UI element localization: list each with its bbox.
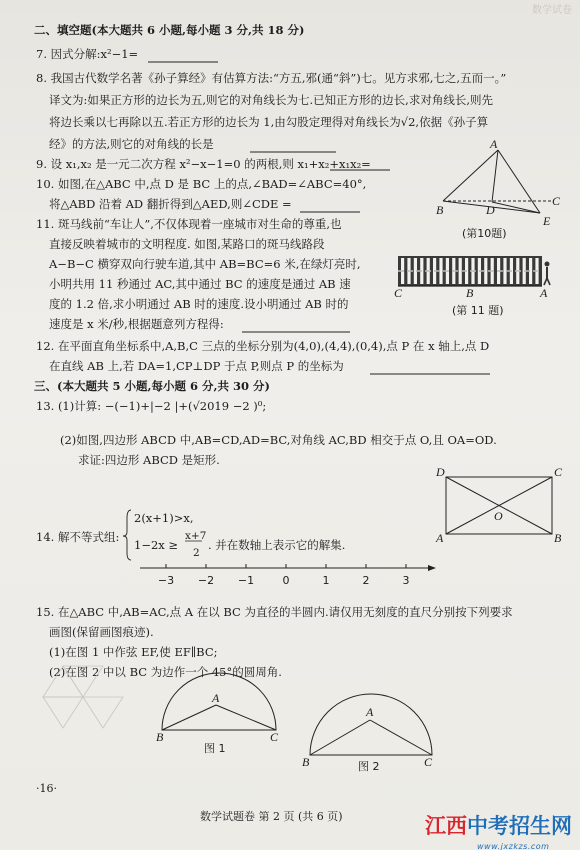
number-line-tick-label: 1 xyxy=(322,574,330,587)
fig1-label-A: A xyxy=(212,691,220,705)
fig10-label-B: B xyxy=(436,203,444,217)
figure-10-triangle xyxy=(443,150,552,213)
figure-2-semicircle xyxy=(310,694,432,755)
q11-line1: 11. 斑马线前“车让人”,不仅体现着一座城市对生命的尊重,也 xyxy=(36,217,342,231)
q10-line2: 将△ABD 沿着 AD 翻折得到△AED,则∠CDE = xyxy=(49,197,292,211)
fig2-label-A: A xyxy=(366,705,374,719)
fig1-caption: 图 1 xyxy=(204,742,226,755)
number-line-tick-label: 2 xyxy=(362,574,370,587)
fig10-caption: (第10题) xyxy=(462,227,507,240)
q11-line6: 速度是 x 米/秒,根据题意列方程得: xyxy=(49,317,224,331)
q15-line3: (1)在图 1 中作弦 EF,使 EF∥BC; xyxy=(49,645,218,659)
fig10-label-D: D xyxy=(486,203,495,217)
fig11-caption: (第 11 题) xyxy=(452,304,504,317)
fig10-label-A: A xyxy=(490,137,498,151)
rect-label-D: D xyxy=(436,465,445,479)
fig1-label-C: C xyxy=(270,730,279,744)
fig1-label-B: B xyxy=(156,730,164,744)
q13-part2-prove: 求证:四边形 ABCD 是矩形. xyxy=(78,453,220,467)
watermark-logo xyxy=(425,814,572,850)
rect-label-C: C xyxy=(554,465,563,479)
fig10-label-C: C xyxy=(552,194,561,208)
number-line-tick-label: −3 xyxy=(157,574,175,587)
q12-line1: 12. 在平面直角坐标系中,A,B,C 三点的坐标分别为(4,0),(4,4),(0,4),点 P 在 x 轴上,点 D xyxy=(36,339,490,353)
fig11-label-C: C xyxy=(394,286,403,300)
number-line xyxy=(140,564,436,587)
watermark-text-jiangxi: 江西 xyxy=(425,814,467,838)
q15-line4: (2)在图 2 中以 BC 为边作一个 45°的圆周角. xyxy=(49,665,282,679)
fig2-label-C: C xyxy=(424,755,433,769)
figure-11-crosswalk xyxy=(398,256,550,286)
number-line-tick-label: −2 xyxy=(197,574,215,587)
number-line-tick-label: 0 xyxy=(282,574,290,587)
footer-page-info: 数学试题卷 第 2 页 (共 6 页) xyxy=(200,810,343,823)
number-line-tick-label: −1 xyxy=(237,574,255,587)
q9-text: 9. 设 x₁,x₂ 是一元二次方程 x²−x−1=0 的两根,则 x₁+x₂+x₁x₂= xyxy=(36,157,371,171)
page-number: ·16· xyxy=(36,782,57,795)
q14-fraction-num: x+7 xyxy=(185,530,207,542)
answer-blanks xyxy=(148,62,490,374)
rect-label-B: B xyxy=(554,531,562,545)
q8-line2: 译文为:如果正方形的边长为五,则它的对角线长为七.已知正方形的边长,求对角线长,则先 xyxy=(49,93,493,107)
watermark-url: www.jxzkzs.com xyxy=(477,842,550,850)
q11-line4: 小明共用 11 秒通过 AC,其中通过 BC 的速度是通过 AB 速 xyxy=(49,277,351,291)
q14-head: 14. 解不等式组: xyxy=(36,530,120,544)
q14-fraction-den: 2 xyxy=(193,547,200,559)
number-line-tick-label: 3 xyxy=(402,574,410,587)
q12-line2: 在直线 AB 上,若 DA=1,CP⊥DP 于点 P,则点 P 的坐标为 xyxy=(49,359,344,373)
section3-title: 三、(本大题共 5 小题,每小题 6 分,共 30 分) xyxy=(34,379,270,393)
q13-part1: 13. (1)计算: −(−1)+|−2 |+(√2019 −2 )⁰; xyxy=(36,399,267,413)
watermark-text-site: 中考招生网 xyxy=(467,814,572,838)
q14-brace xyxy=(123,510,131,560)
fig2-label-B: B xyxy=(302,755,310,769)
rect-label-O: O xyxy=(494,509,503,523)
q15-line2: 画图(保留画图痕迹). xyxy=(49,625,154,639)
q15-line1: 15. 在△ABC 中,AB=AC,点 A 在以 BC 为直径的半圆内.请仅用无刻度的直尺分别按下列要求 xyxy=(36,605,513,619)
fig2-caption: 图 2 xyxy=(358,760,380,773)
header-stamp: 数学试卷 xyxy=(532,5,572,16)
q13-part2: (2)如图,四边形 ABCD 中,AB=CD,AD=BC,对角线 AC,BD 相交于点 O,且 OA=OD. xyxy=(60,433,497,447)
fig11-label-A: A xyxy=(540,286,548,300)
q13-rectangle-figure xyxy=(446,477,552,534)
q8-line1: 8. 我国古代数学名著《孙子算经》有估算方法:“方五,邪(通“斜”)七。见方求邪,七之,五而一。” xyxy=(36,71,507,85)
q11-line5: 度的 1.2 倍,求小明通过 AB 时的速度.设小明通过 AB 时的 xyxy=(49,297,349,311)
show-through-marks xyxy=(43,666,123,728)
q8-line3: 将边长乘以七再除以五.若正方形的边长为 1,由勾股定理得对角线长为√2,依据《孙子算 xyxy=(49,115,489,129)
q11-line3: A−B−C 横穿双向行驶车道,其中 AB=BC=6 米,在绿灯亮时, xyxy=(49,257,361,271)
q10-line1: 10. 如图,在△ABC 中,点 D 是 BC 上的点,∠BAD=∠ABC=40°, xyxy=(36,177,367,191)
q8-line4: 经》的方法,则它的对角线的长是 xyxy=(49,137,214,151)
fig10-label-E: E xyxy=(543,214,551,228)
q14-tail: . 并在数轴上表示它的解集. xyxy=(208,538,346,552)
q11-line2: 直接反映着城市的文明程度. 如图,某路口的斑马线路段 xyxy=(49,237,325,251)
q14-eq1: 2(x+1)>x, xyxy=(134,511,194,525)
q14-eq2: 1−2x ≥ xyxy=(134,538,179,552)
q7-text: 7. 因式分解:x²−1= xyxy=(36,47,139,61)
section2-title: 二、填空题(本大题共 6 小题,每小题 3 分,共 18 分) xyxy=(34,23,305,37)
fig11-label-B: B xyxy=(466,286,474,300)
rect-label-A: A xyxy=(436,531,444,545)
